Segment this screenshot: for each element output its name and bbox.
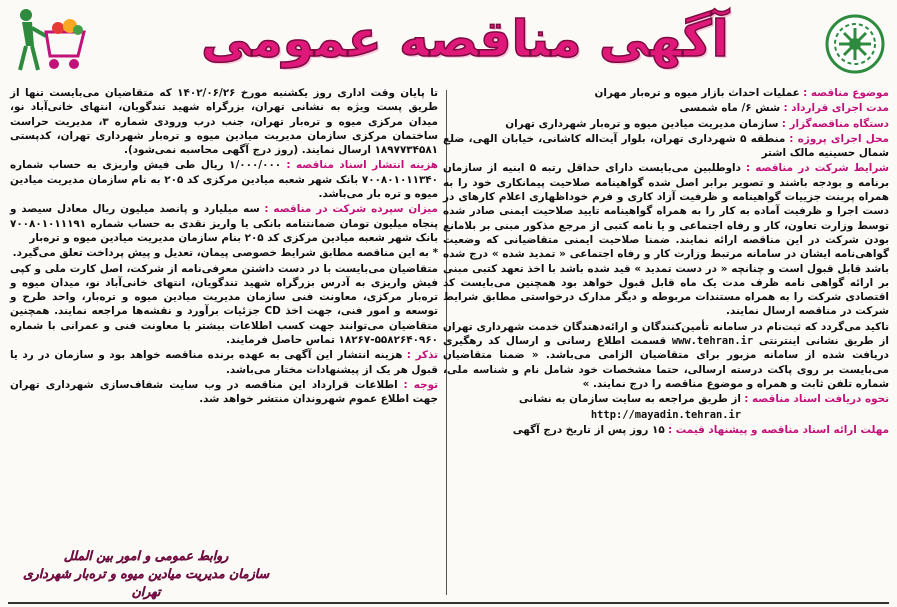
deposit-value: سه میلیارد و پانصد میلیون ریال معادل سیصد و پنجاه میلیون تومان ضمانتنامه بانکی یا واریز نقدی به حساب شماره ۷۰۰۸۰۱۰۱۱۱۹۱ بانک شهر شعبه میادین مرکزی کد ۲۰۵ بنام سازمان مدیریت میادین میوه و تره‌بار xyxy=(10,203,438,244)
registration-text-a: تاکید می‌گردد که ثبت‌نام در سامانه تأمین‌کنندگان و ارائه‌دهندگان خدمت شهرداری تهران از طریق نشانی اینترنتی xyxy=(443,320,889,348)
adjustment-note: * به این مناقصه مطابق شرایط خصوصی پیمان، تعدیل و پیش پرداخت تعلق می‌گیرد. xyxy=(12,247,438,260)
location-row xyxy=(443,132,889,161)
organization-name-line: سازمان مدیریت میادین میوه و تره‌بار شهرداری تهران xyxy=(22,566,270,599)
attention-value: اطلاعات قرارداد این مناقصه در وب سایت شفاف‌سازی شهرداری تهران جهت اطلاع عموم شهروندان منتشر خواهد شد. xyxy=(10,378,438,406)
deposit-row xyxy=(10,202,438,245)
receive-row xyxy=(443,392,889,406)
header xyxy=(0,0,897,82)
subject-label: موضوع مناقصه : xyxy=(803,87,889,99)
tehran-portal-link[interactable]: www.tehran.ir xyxy=(671,335,754,348)
submission-paragraph: تا پایان وقت اداری روز یکشنبه مورخ ۱۴۰۲/۰۶/۲۶ که متقاضیان می‌بایست تنها از طریق پست ویژه به نشانی تهران، بزرگراه شهید تندگویان، انتهای خانی‌آباد نو، میدان مرکزی میوه و تره‌بار تهران، جنب درب ورودی شماره ۳، مدیریت حراست ساختمان مرکزی سازمان مدیریت میادین میوه و تره‌بار شهرداری تهران، کدپستی ۱۸۹۷۷۳۴۵۸۱ ارسال نمایند. (روز درج آگهی محاسبه نمی‌شود). xyxy=(10,87,438,157)
organizer-value: سازمان مدیریت میادین میوه و تره‌بار شهرداری تهران xyxy=(505,117,779,130)
receive-url-row xyxy=(443,408,889,422)
attention-row xyxy=(10,378,438,407)
reminder-value: هزینه انتشار این آگهی به عهده برنده مناقصه خواهد بود و سازمان در رد یا قبول هر یک از پیشنهادات مختار می‌باشد. xyxy=(10,349,438,376)
reminder-row xyxy=(10,348,438,377)
conditions-label: شرایط شرکت در مناقصه : xyxy=(745,162,890,175)
title-banner xyxy=(201,4,729,74)
location-value: منطقه ۵ شهرداری تهران، بلوار آیت‌اله کاشانی، خیابان الهی، ضلع شمال حسینیه مالک اشتر xyxy=(443,132,889,160)
receive-value: از طریق مراجعه به سایت سازمان به نشانی xyxy=(518,393,741,406)
right-column xyxy=(443,86,889,438)
publisher-signature xyxy=(16,547,276,601)
deadline-value: ۱۵ روز پس از تاریخ درج آگهی xyxy=(512,423,665,436)
duration-row xyxy=(443,101,889,115)
organizer-label: دستگاه مناقصه‌گزار : xyxy=(781,117,889,130)
subject-row xyxy=(443,86,889,100)
bottom-rule xyxy=(8,602,889,604)
receive-label: نحوه دریافت اسناد مناقصه : xyxy=(744,393,889,406)
fee-label: هزینه انتشار اسناد مناقصه : xyxy=(286,159,438,172)
tehran-municipality-logo-icon xyxy=(825,14,885,74)
ad-title: آگهی مناقصه عمومی xyxy=(201,10,729,68)
duration-value: شش ۶/ ماه شمسی xyxy=(679,102,781,115)
shopping-cart-icon xyxy=(12,6,92,78)
deadline-row xyxy=(443,423,889,437)
deadline-label: مهلت ارائه اسناد مناقصه و پیشنهاد قیمت : xyxy=(667,423,889,436)
applicants-paragraph: متقاضیان می‌بایست با در دست داشتن معرفی‌نامه از شرکت، اصل کارت ملی و کپی فیش واریزی به آدرس بزرگراه شهید تندگویان، انتهای خانی‌آباد نو، میدان میوه و تره‌بار مرکزی، معاونت فنی سازمان مدیریت میادین میوه و تره‌بار، واحد طرح و توسعه و امور فنی، جهت اخذ CD جزئیات برآورد و نقشه‌ها مراجعه نمایند. همچنین متقاضیان می‌توانند جهت کسب اطلاعات بیشتر با معاونت فنی و عمرانی با شماره ۵۵۸۲۶۴۰۹۶۰-۱۸۲۶۷ تماس حاصل فرمایند. xyxy=(10,262,438,347)
conditions-paragraph xyxy=(443,161,889,318)
registration-text-b: قسمت اطلاع رسانی و ارسال کد رهگیری دریافت شده از سامانه مزبور برای متقاضیان الزامی می‌باشد. « ضمنا متقاضیان می‌بایست بر روی پاکت درسته ارسالی، حتما مشخصات خود شامل نام و شناسه ملی، شماره تلفن ثابت و همراه و موضوع مناقصه را درج نمایند. » xyxy=(443,335,889,390)
conditions-text: داوطلبین می‌بایست دارای حداقل رتبه ۵ ابنیه از سازمان برنامه و بودجه باشند و تصویر برابر اصل شده گواهینامه صلاحیت پیمانکاری خود را به همراه پرینت جزییات گواهینامه و ظرفیت آزاد کاری و فرم خوداظهاری اعلام کارهای در دست اجرا و ظرفیت آماده به کار را به همراه گواهینامه تایید صلاحیت ایمنی صادر شده توسط وزارت تعاون، کار و رفاه اجتماعی و یا نامه کتبی از مرجع مذکور مبنی بر بلامانع بودن شرکت در این مناقصه ارائه نمایند. ضمنا صلاحیت ایمنی متقاضیانی که وضعیت گواهی‌نامه ایشان در سامانه مرتبط وزارت کار و رفاه اجتماعی « تمدید شده » درج شده باشد قابل قبول است و چنانچه « در دست تمدید » قید شده باشد با اخذ تعهد کتبی مبنی بر ارائه گواهی نامه ظرف مدت یک ماه قابل قبول خواهد بود همچنین می‌بایست کد اقتصادی شرکت را به همراه مستندات مربوطه و دیگر مدارک درخواستی مطابق شرایط شرکت در مناقصه ارسال نمایند. xyxy=(443,162,889,318)
mayadin-site-link[interactable]: http://mayadin.tehran.ir xyxy=(590,408,742,421)
registration-paragraph xyxy=(443,320,889,391)
reminder-label: تذکر : xyxy=(406,349,438,362)
organizer-row xyxy=(443,117,889,131)
public-relations-line: روابط عمومی و امور بین الملل xyxy=(63,548,229,563)
deposit-label: میزان سپرده شرکت در مناقصه : xyxy=(264,203,438,216)
subject-value: عملیات احداث بازار میوه و تره‌بار مهران xyxy=(594,87,800,99)
fee-value: ۱/۰۰۰/۰۰۰ ریال طی فیش واریزی به حساب شماره ۷۰۰۸۰۱۰۱۱۳۴۰ بانک شهر شعبه میادین مرکزی کد ۲۰۵ به نام سازمان مدیریت میادین میوه و تره بار می‌باشد. xyxy=(10,159,438,201)
duration-label: مدت اجرای قرارداد : xyxy=(783,102,889,115)
fee-row xyxy=(10,158,438,201)
left-column xyxy=(10,86,438,408)
attention-label: توجه : xyxy=(403,378,438,391)
location-label: محل اجرای پروژه : xyxy=(789,132,889,145)
